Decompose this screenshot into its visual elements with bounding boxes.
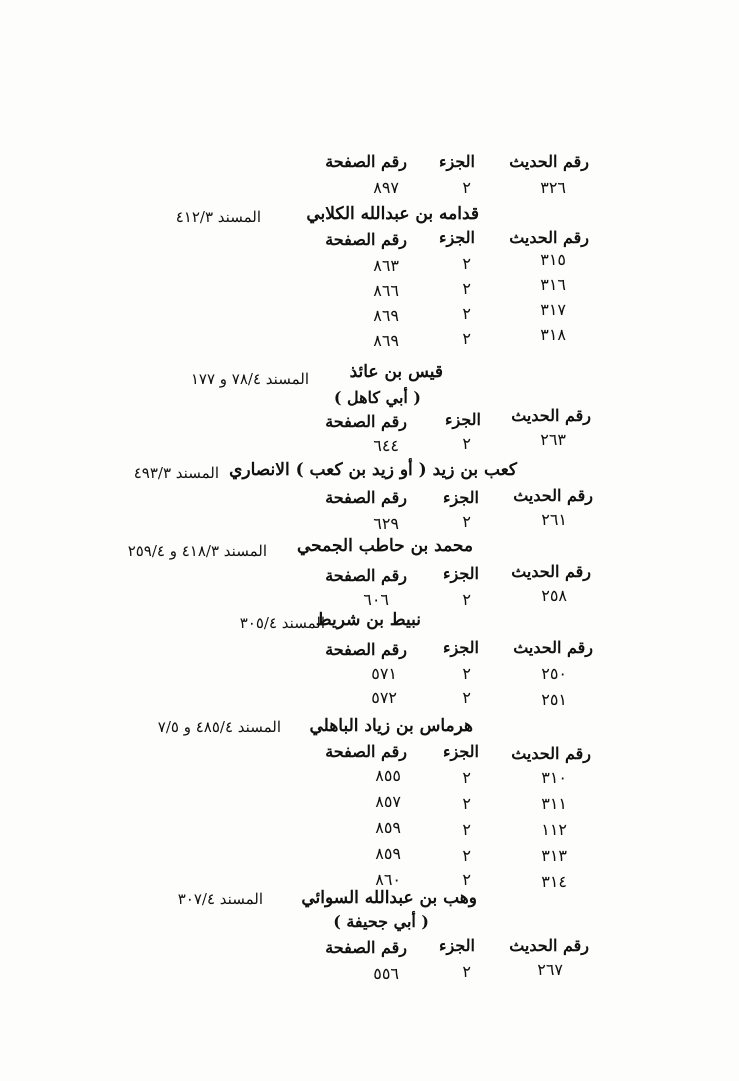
header-page: رقم الصفحة [325,488,407,507]
juz-number: ٢ [462,962,471,981]
header-page: رقم الصفحة [325,152,407,171]
page-number: ٦٤٤ [373,436,399,455]
page-number: ٨٦٩ [373,306,399,325]
narrator-source: المسند ٧٨/٤ و ١٧٧ [190,370,309,388]
page-number: ٨٦٣ [373,256,399,275]
page-number: ٨٥٥ [375,766,401,785]
juz-number: ٢ [462,846,471,865]
narrator-kunya: ( أبي جحيفة ) [333,912,429,931]
juz-number: ٢ [462,304,471,323]
hadith-number: ٢٦١ [541,510,567,529]
page-number: ٥٥٦ [373,964,399,983]
juz-number: ٢ [462,329,471,348]
hadith-number: ٣١٧ [540,300,566,319]
header-hadith: رقم الحديث [509,936,589,955]
hadith-number: ٢٥١ [541,690,567,709]
header-page: رقم الصفحة [325,640,407,659]
page-number: ٨٥٩ [375,818,401,837]
header-juz: الجزء [443,488,479,507]
header-hadith: رقم الحديث [511,562,591,581]
hadith-number: ٣١٤ [541,872,567,891]
header-page: رقم الصفحة [325,412,407,431]
hadith-number: ٣١٥ [540,250,566,269]
juz-number: ٢ [462,870,471,889]
narrator-name: محمد بن حاطب الجمحي [296,536,473,556]
narrator-source: المسند ٣٠٥/٤ [239,614,325,632]
hadith-number: ٢٥٨ [541,586,567,605]
page-number: ٥٧١ [371,664,397,683]
juz-number: ٢ [462,254,471,273]
page-number: ٨٦٩ [373,331,399,350]
page-number: ٨٥٧ [375,792,401,811]
hadith-number: ٣١٠ [541,768,567,787]
page-number: ٦٠٦ [363,590,389,609]
page-number: ٨٦٠ [375,870,401,889]
narrator-name: كعب بن زيد ( أو زيد بن كعب ) الانصاري [229,460,517,480]
hadith-number: ٣١٨ [540,325,566,344]
hadith-number: ٣٢٦ [540,178,566,197]
juz-number: ٢ [462,178,471,197]
header-page: رقم الصفحة [325,938,407,957]
header-hadith: رقم الحديث [513,486,593,505]
narrator-source: المسند ٤١٢/٣ [175,208,261,226]
narrator-name: نبيط بن شريط [315,610,421,630]
header-page: رقم الصفحة [325,566,407,585]
header-hadith: رقم الحديث [509,228,589,247]
juz-number: ٢ [462,688,471,707]
header-page: رقم الصفحة [325,230,407,249]
narrator-source: المسند ٤١٨/٣ و ٢٥٩/٤ [127,542,267,560]
hadith-number: ٢٦٣ [540,430,566,449]
narrator-name: قدامه بن عبدالله الكلابي [306,204,479,224]
juz-number: ٢ [462,590,471,609]
hadith-number: ١١٢ [541,820,567,839]
narrator-name: قيس بن عائذ [349,362,443,382]
page-number: ٥٧٢ [371,688,397,707]
hadith-number: ٢٦٧ [537,960,563,979]
hadith-number: ٢٥٠ [541,664,567,683]
hadith-number: ٣١١ [541,794,567,813]
header-juz: الجزء [443,564,479,583]
narrator-kunya: ( أبي كاهل ) [333,388,421,407]
juz-number: ٢ [462,512,471,531]
header-juz: الجزء [443,742,479,761]
header-juz: الجزء [445,410,481,429]
juz-number: ٢ [462,768,471,787]
header-juz: الجزء [439,936,475,955]
juz-number: ٢ [462,664,471,683]
header-juz: الجزء [439,228,475,247]
page-number: ٨٩٧ [373,178,399,197]
header-juz: الجزء [443,638,479,657]
page-number: ٨٦٦ [373,281,399,300]
narrator-name: هرماس بن زياد الباهلي [309,716,473,736]
narrator-name: وهب بن عبدالله السوائي [301,888,477,908]
header-hadith: رقم الحديث [511,744,591,763]
hadith-number: ٣١٣ [541,846,567,865]
juz-number: ٢ [462,794,471,813]
narrator-source: المسند ٤٨٥/٤ و ٧/٥ [157,718,281,736]
header-page: رقم الصفحة [325,742,407,761]
header-hadith: رقم الحديث [511,406,591,425]
page-number: ٨٥٩ [375,844,401,863]
juz-number: ٢ [462,434,471,453]
header-hadith: رقم الحديث [509,152,589,171]
narrator-source: المسند ٣٠٧/٤ [177,890,263,908]
narrator-source: المسند ٤٩٣/٣ [133,464,219,482]
header-hadith: رقم الحديث [513,638,593,657]
juz-number: ٢ [462,820,471,839]
page-number: ٦٢٩ [373,514,399,533]
hadith-number: ٣١٦ [540,275,566,294]
juz-number: ٢ [462,279,471,298]
header-juz: الجزء [439,152,475,171]
